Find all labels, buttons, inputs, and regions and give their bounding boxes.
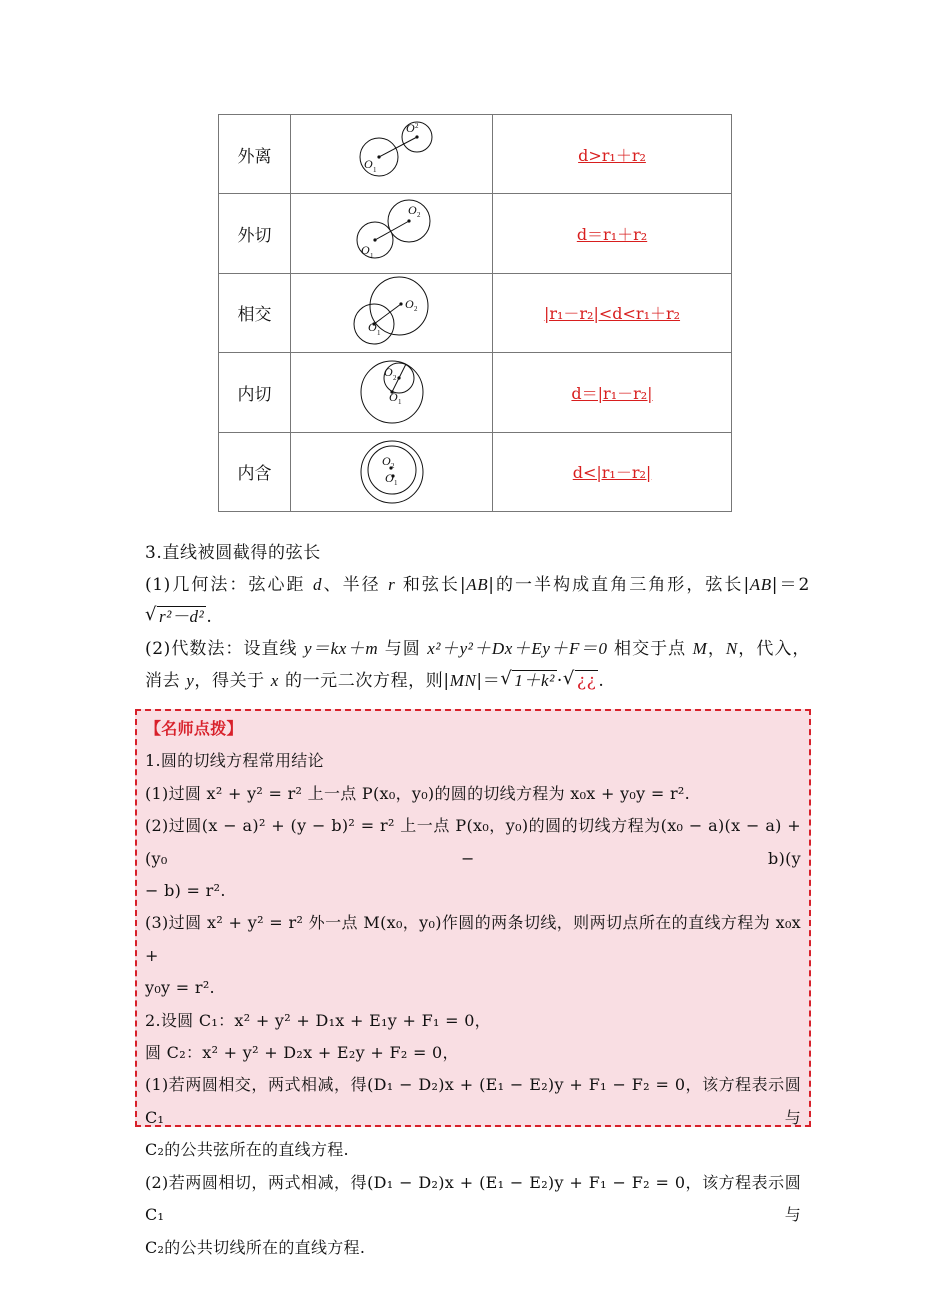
relation-name: 内含 [219,432,291,511]
contained-circles-figure [291,432,493,511]
tips-item: (2)过圆(x − a)² + (y − b)² = r² 上一点 P(x₀，y₀)的圆的切线方程为(x₀ − a)(x − a) + (y₀ − b)(y [145,816,801,868]
svg-text:O: O [367,319,377,334]
svg-text:1: 1 [393,478,397,487]
externally-tangent-figure [291,194,493,273]
relation-name: 内切 [219,353,291,432]
intersecting-circles-figure [291,273,493,352]
relation-condition: d<|r₁－r₂| [493,432,732,511]
table-row [219,273,732,352]
svg-text:O: O [407,202,417,217]
circle-relation-table [218,114,732,512]
svg-text:O: O [384,470,394,485]
relation-condition: d＝|r₁－r₂| [493,353,732,432]
tips-heading: 【名师点拨】 [145,719,243,738]
svg-text:O: O [383,365,393,380]
tips-item: (1)过圆 x² + y² = r² 上一点 P(x₀，y₀)的圆的切线方程为 x₀x + y₀y = r². [145,783,691,803]
internally-tangent-figure [291,353,493,432]
table-row [219,432,732,511]
tips-item: 圆 C₂：x² + y² + D₂x + E₂y + F₂ = 0， [145,1043,459,1063]
geometric-method: (1)几何法：弦心距 d、半径 r 和弦长|AB|的一半构成直角三角形，弦长|AB|＝2 [145,575,810,595]
tips-item: (2)若两圆相切，两式相减，得(D₁ − D₂)x + (E₁ − E₂)y + F₁ − F₂ = 0，该方程表示圆 C₁与 [145,1172,801,1225]
relation-name: 外切 [219,194,291,273]
svg-text:O: O [405,121,415,136]
tips-item: (3)过圆 x² + y² = r² 外一点 M(x₀，y₀)作圆的两条切线，则两切点所在的直线方程为 x₀x + [145,913,801,965]
svg-text:2: 2 [414,122,418,131]
separate-circles-figure [291,115,493,194]
svg-text:O: O [388,390,398,405]
tips-item: y₀y = r². [145,978,215,998]
svg-text:2: 2 [413,304,417,313]
algebraic-method-cont: 消去 y，得关于 x 的一元二次方程，则|MN|＝ √ 1＋k² · √ ¿¿ . [145,668,605,691]
relation-name: 相交 [219,273,291,352]
svg-text:1: 1 [397,398,401,407]
geometric-method-root: √ r²－d² . [145,601,810,633]
square-root: √ r²－d² [145,604,205,626]
svg-text:1: 1 [376,328,380,337]
tips-item: C₂的公共弦所在的直线方程. [145,1140,349,1160]
table-row [219,115,732,194]
svg-text:2: 2 [416,210,420,219]
tips-item: 1.圆的切线方程常用结论 [145,751,324,771]
relation-condition: |r₁－r₂|<d<r₁＋r₂ [493,273,732,352]
tips-item: (1)若两圆相交，两式相减，得(D₁ − D₂)x + (E₁ − E₂)y + F₁ − F₂ = 0，该方程表示圆 C₁与 [145,1075,801,1127]
algebraic-method: (2)代数法：设直线 y＝kx＋m 与圆 x²＋y²＋Dx＋Ey＋F＝0 相交于点 M，N，代入， [145,639,810,659]
table-row [219,353,732,432]
section-title: 3.直线被圆截得的弦长 [145,543,321,563]
svg-text:2: 2 [392,374,396,383]
table-row [219,194,732,273]
svg-text:O: O [363,157,373,172]
relation-condition: d＝r₁＋r₂ [493,194,732,273]
svg-text:2: 2 [390,461,394,470]
svg-text:O: O [360,242,370,257]
tips-item: 2.设圆 C₁：x² + y² + D₁x + E₁y + F₁ = 0， [145,1010,491,1030]
svg-text:1: 1 [372,166,376,175]
tips-item: − b) = r². [145,881,226,901]
chord-length-section [145,537,810,697]
relation-condition: d>r₁＋r₂ [493,115,732,194]
tips-item: C₂的公共切线所在的直线方程. [145,1237,366,1257]
relation-name: 外离 [219,115,291,194]
svg-text:O: O [381,453,391,468]
tips-box [135,709,811,1257]
svg-text:1: 1 [369,251,373,260]
svg-text:O: O [404,296,414,311]
